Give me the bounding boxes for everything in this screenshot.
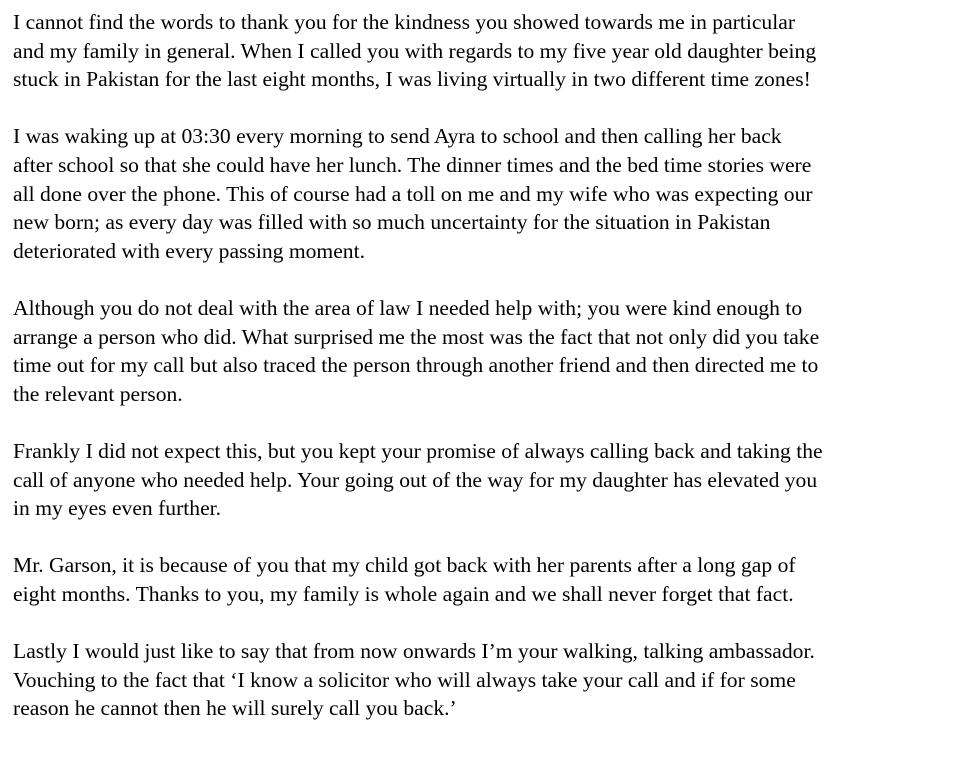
text-line: call of anyone who needed help. Your going out of the way for my daughter has elevated you [13,467,818,492]
paragraph-ambassador [13,637,973,723]
text-line: Mr. Garson, it is because of you that my child got back with her parents after a long gap of [13,553,796,578]
text-line: deteriorated with every passing moment. [13,238,365,263]
text-line: reason he cannot then he will surely call you back.’ [13,696,457,721]
text-line: after school so that she could have her lunch. The dinner times and the bed time stories were [13,152,812,177]
text-line: new born; as every day was filled with so much uncertainty for the situation in Pakistan [13,210,771,235]
paragraph-daily-routine [13,122,973,265]
paragraph-promise-kept [13,437,973,523]
text-line: in my eyes even further. [13,496,222,521]
text-line: Vouching to the fact that ‘I know a solicitor who will always take your call and if for some [13,667,796,692]
text-line: time out for my call but also traced the person through another friend and then directed me to [13,353,819,378]
text-line: stuck in Pakistan for the last eight months, I was living virtually in two different time zones! [13,67,811,92]
paragraph-thanks [13,8,973,94]
text-line: Although you do not deal with the area of law I needed help with; you were kind enough to [13,295,803,320]
text-line: eight months. Thanks to you, my family is whole again and we shall never forget that fact. [13,581,794,606]
text-line: the relevant person. [13,381,183,406]
text-line: all done over the phone. This of course had a toll on me and my wife who was expecting our [13,181,813,206]
text-line: arrange a person who did. What surprised me the most was the fact that not only did you take [13,324,820,349]
text-line: I cannot find the words to thank you for the kindness you showed towards me in particular [13,10,796,34]
paragraph-help-arranged [13,294,973,408]
text-line: and my family in general. When I called you with regards to my five year old daughter being [13,38,817,63]
text-line: I was waking up at 03:30 every morning to send Ayra to school and then calling her back [13,124,782,149]
text-line: Frankly I did not expect this, but you kept your promise of always calling back and taking the [13,438,823,463]
text-line: Lastly I would just like to say that from now onwards I’m your walking, talking ambassador. [13,639,815,664]
letter-body [13,8,973,751]
paragraph-family-reunited [13,551,973,608]
